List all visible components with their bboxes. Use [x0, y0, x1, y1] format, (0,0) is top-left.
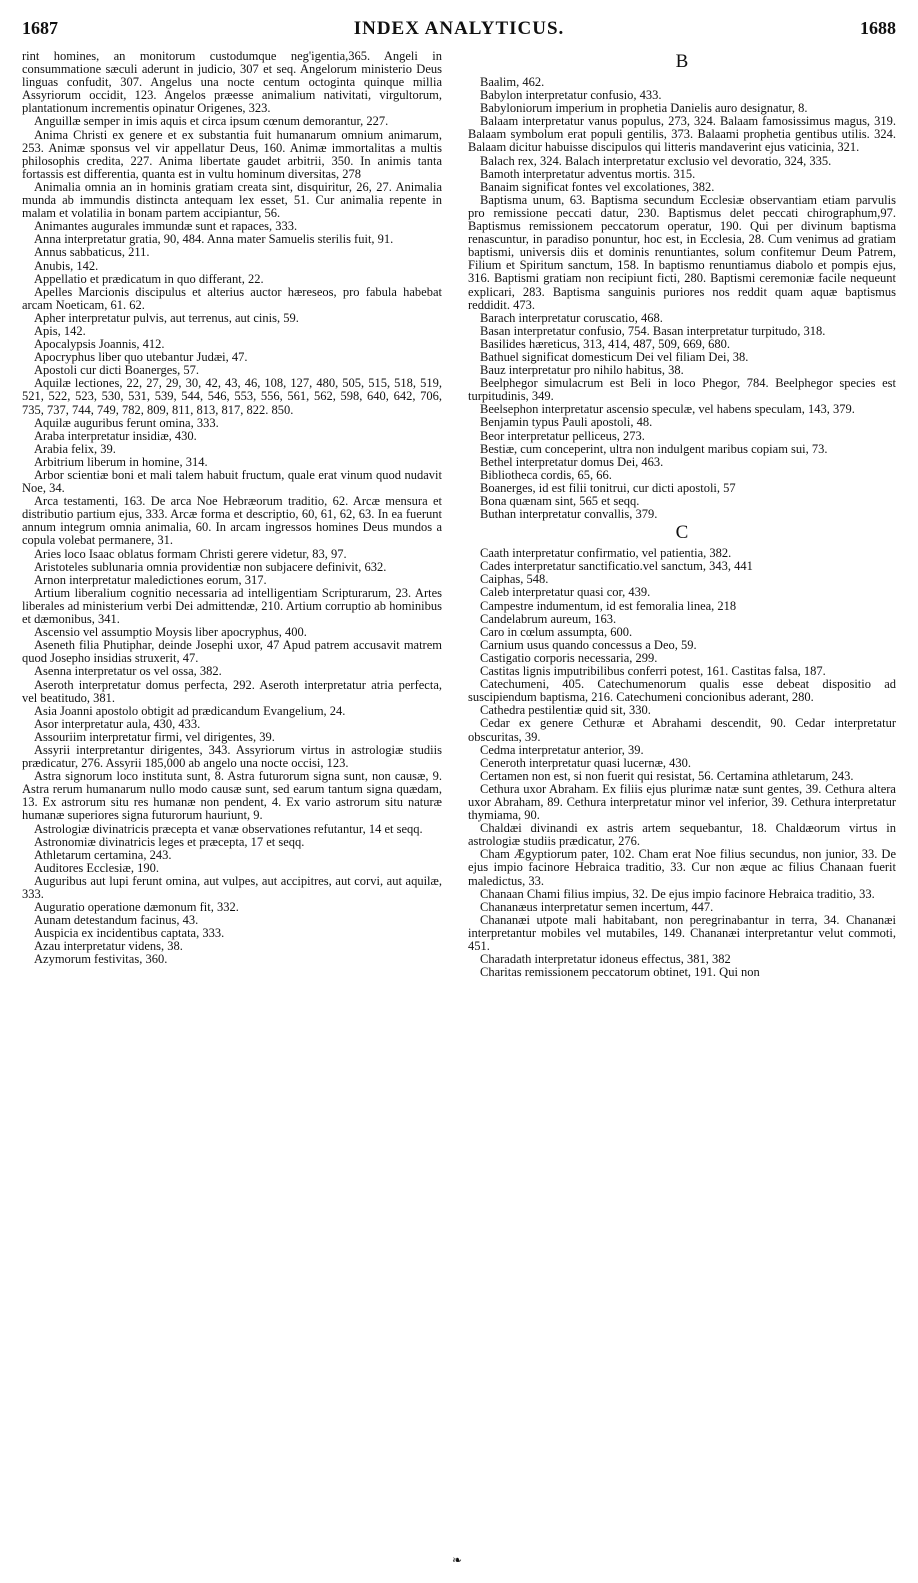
right-column	[468, 50, 896, 979]
index-entry: Catechumeni, 405. Catechumenorum qualis esse debeat dispositio ad suscipiendum baptisma, 216. Catechumeni concionibus aderant, 280.	[468, 677, 896, 705]
index-entry: Bethel interpretatur domus Dei, 463.	[480, 454, 664, 469]
index-entry: Cedar ex genere Cethuræ et Abrahami descendit, 90. Cedar interpretatur obscuritas, 39.	[468, 716, 896, 744]
index-entry: Bathuel significat domesticum Dei vel filiam Dei, 38.	[480, 349, 749, 364]
index-entry: Balaam interpretatur vanus populus, 273, 324. Balaam famosissimus magus, 319. Balaam symbolum erat populi gentilis, 373. Balaami prophetia gentibus utilis. 324. Balaam dicitur habuisse discipulos qui litteris mandaverint ejus vaticinia, 321.	[468, 114, 896, 155]
index-entry: Beelsephon interpretatur ascensio speculæ, vel habens speculam, 143, 379.	[480, 402, 855, 417]
index-entry: Bona quænam sint, 565 et seqq.	[480, 494, 640, 508]
index-entry: Chananæus interpretatur semen incertum, 447.	[480, 899, 714, 914]
index-entry: Araba interpretatur insidiæ, 430.	[34, 428, 197, 443]
index-entry: Apocryphus liber quo utebantur Judæi, 47.	[34, 350, 248, 365]
index-entry: Castitas lignis imputribilibus conferri potest, 161. Castitas falsa, 187.	[480, 664, 826, 679]
index-entry: Azymorum festivitas, 360.	[34, 952, 168, 967]
index-entry: Azau interpretatur videns, 38.	[34, 939, 183, 954]
index-entry: Athletarum certamina, 243.	[34, 847, 172, 862]
index-entry: Basan interpretatur confusio, 754. Basan interpretatur turpitudo, 318.	[480, 323, 826, 338]
index-entry: Benjamin typus Pauli apostoli, 48.	[480, 415, 653, 430]
index-entry: Boanerges, id est filii tonitrui, cur dicti apostoli, 57	[480, 480, 736, 495]
section-letter: B	[675, 51, 689, 72]
index-entry: Aseneth filia Phutiphar, deinde Josephi uxor, 47 Apud patrem accusavit matrem quod Josepho insidias struxerit, 47.	[22, 638, 442, 666]
index-entry: Basilides hæreticus, 313, 414, 487, 509, 669, 680.	[480, 336, 730, 351]
index-entry: Aquilæ auguribus ferunt omina, 333.	[34, 415, 219, 430]
index-entry: Buthan interpretatur convallis, 379.	[480, 507, 658, 522]
index-entry: Babylon interpretatur confusio, 433.	[480, 88, 662, 103]
index-entry: Candelabrum aureum, 163.	[480, 611, 617, 626]
index-entry: Asenna interpretatur os vel ossa, 382.	[34, 664, 222, 679]
index-entry: Castigatio corporis necessaria, 299.	[480, 650, 658, 665]
index-entry: Arca testamenti, 163. De arca Noe Hebræorum traditio, 62. Arcæ mensura et distributio partium ejus, 333. Arcæ forma et descriptio, 60, 61, 62, 63. In ea fuerunt annum integrum omnia animalia, 60. In arcam ingressos homines Deus mundos a copula volebat permanere, 31.	[22, 494, 442, 548]
index-entry: Cades interpretatur sanctificatio.vel sanctum, 343, 441	[480, 559, 753, 574]
index-entry: Artium liberalium cognitio necessaria ad intelligentiam Scripturarum, 23. Artes liberales ad ministerium verbi Dei admittendæ, 210. Artium corruptio ab hominibus et dæmonibus, 341.	[22, 585, 442, 627]
index-entry: Assouriim interpretatur firmi, vel dirigentes, 39.	[34, 729, 275, 744]
index-entry: Banaim significat fontes vel excolationes, 382.	[480, 179, 715, 194]
index-entry: Auditores Ecclesiæ, 190.	[34, 860, 159, 875]
footer-ornament: ❧	[452, 1553, 463, 1567]
index-entry: Apocalypsis Joannis, 412.	[34, 337, 165, 352]
index-entry: Aquilæ lectiones, 22, 27, 29, 30, 42, 43, 46, 108, 127, 480, 505, 515, 518, 519, 521, 522, 523, 530, 531, 539, 544, 546, 553, 556, 561, 562, 598, 640, 642, 706, 735, 737, 744, 749, 782, 809, 811, 813, 817, 822. 850.	[22, 376, 442, 417]
index-entry: Apostoli cur dicti Boanerges, 57.	[34, 363, 200, 378]
page-number-left: 1687	[22, 18, 58, 38]
index-entry: Cethura uxor Abraham. Ex filiis ejus plurimæ natæ sunt gentes, 39. Cethura altera uxor Abraham, 89. Cethura interpretatur minor vel inferior, 39. Cethura interpretatur thymiama, 90.	[468, 781, 896, 823]
index-entry: Anna interpretatur gratia, 90, 484. Anna mater Samuelis sterilis fuit, 91.	[34, 232, 394, 247]
index-entry: Anguillæ semper in imis aquis et circa ipsum cœnum demorantur, 227.	[34, 114, 389, 129]
index-entry: Caiphas, 548.	[480, 572, 549, 587]
index-entry: Barach interpretatur coruscatio, 468.	[480, 310, 663, 325]
section-letter: C	[675, 522, 689, 544]
index-entry: Carnium usus quando concessus a Deo, 59.	[480, 637, 697, 652]
index-entry: Astronomiæ divinatricis leges et præcepta, 17 et seqq.	[34, 834, 305, 849]
index-entry: Chananæi utpote mali habitabant, non peregrinabantur in terra, 34. Chananæi interpretantur mobiles vel mutabiles, 149. Chananæi interpretantur velut commoti, 451.	[468, 912, 896, 953]
index-entry: Aseroth interpretatur domus perfecta, 292. Aseroth interpretatur atria perfecta, vel beatitudo, 381.	[22, 677, 442, 705]
index-entry: Ceneroth interpretatur quasi lucernæ, 430.	[480, 755, 692, 770]
index-entry: Bestiæ, cum conceperint, ultra non indulgent maribus copiam sui, 73.	[480, 441, 828, 456]
index-entry: Assyrii interpretantur dirigentes, 343. Assyriorum virtus in astrologiæ studiis prædicatur, 276. Assyrii 185,000 ab angelo una nocte occisi, 123.	[22, 742, 442, 771]
index-entry: Cham Ægyptiorum pater, 102. Cham erat Noe filius secundus, non junior, 33. De ejus impio facinore Hebraica traditio, 33. Cur non æque ac filius Chanaan fuerit maledictus, 33.	[468, 847, 896, 888]
index-entry: Caath interpretatur confirmatio, vel patientia, 382.	[480, 546, 732, 561]
index-entry: Bamoth interpretatur adventus mortis. 315.	[480, 166, 696, 181]
index-entry: Astra signorum loco instituta sunt, 8. Astra futurorum signa sunt, non causæ, 9. Astra rerum humanarum nullo modo causæ sunt, sed earum tantum signa quædam, 13. Ex astrorum situ res humanæ non pendent, 4. Ex vario astrorum situ naturæ humanæ superiores signa futurorum hauriunt, 9.	[22, 769, 442, 823]
index-entry: Caleb interpretatur quasi cor, 439.	[480, 585, 651, 600]
index-entry: Anima Christi ex genere et ex substantia fuit humanarum omnium animarum, 253. Animæ sponsus vel vir appellatur Deus, 160. Animæ immortalitas a multis philosophis credita, 227. Anima libertate gaudet arbitrii, 350. In animis tanta fortassis est differentia, quanta est in vultu hominum diversitas, 278	[22, 127, 442, 181]
index-entry: Bibliotheca cordis, 65, 66.	[480, 467, 612, 482]
index-entry: Campestre indumentum, id est femoralia linea, 218	[480, 598, 737, 613]
index-entry: Cedma interpretatur anterior, 39.	[480, 742, 644, 757]
page-header	[22, 18, 896, 44]
index-entry: rint homines, an monitorum custodumque neg'igentia,365. Angeli in consummatione sæculi aderunt in judicio, 307 et seq. Angelorum ministerio Deus linguas confudit, 307. Angelus una nocte centum octoginta quinque millia Assyriorum occidit, 123. Angelos præesse animalium nativitati, virgultorum, plantationum incrementis opinatur Origenes, 323.	[22, 49, 442, 116]
index-entry: Caro in cœlum assumpta, 600.	[480, 624, 633, 639]
index-entry: Arbitrium liberum in homine, 314.	[34, 454, 208, 469]
index-entry: Cathedra pestilentiæ quid sit, 330.	[480, 703, 651, 718]
index-entry: Auspicia ex incidentibus captata, 333.	[34, 926, 225, 941]
index-entry: Ascensio vel assumptio Moysis liber apocryphus, 400.	[34, 625, 307, 640]
index-entry: Babyloniorum imperium in prophetia Danielis auro designatur, 8.	[480, 101, 808, 116]
left-column	[22, 50, 442, 967]
index-entry: Balach rex, 324. Balach interpretatur exclusio vel devoratio, 324, 335.	[480, 153, 832, 168]
running-title: INDEX ANALYTICUS.	[353, 18, 565, 39]
index-entry: Animantes augurales immundæ sunt et rapaces, 333.	[34, 219, 298, 234]
index-entry: Baptisma unum, 63. Baptisma secundum Ecclesiæ observantiam etiam parvulis pro remissione peccati datur, 230. Baptismus delet peccati chirographum,97. Baptismus remissionem peccatorum operatur, 190. Qui per divinum baptisma renascuntur, in paradiso ponuntur, hoc est, in Ecclesia, 28. Cum venimus ad gratiam baptismi, universis diis et dominis renuntiantes, solum confitemur Deum Patrem, Filium et Spiritum sanctum, 158. In baptismo renuntiamus diabolo et pompis ejus, 316. Baptismi gratiam non recipiunt ficti, 280. Baptismi ceremoniæ facile nequeunt explicari, 283. Baptisma sanguinis puriores nos reddit quam aquæ baptismus reddidit. 473.	[468, 192, 896, 312]
index-entry: Certamen non est, si non fuerit qui resistat, 56. Certamina athletarum, 243.	[480, 768, 854, 783]
index-entry: Auguribus aut lupi ferunt omina, aut vulpes, aut accipitres, aut corvi, aut aquilæ, 333.	[22, 873, 442, 901]
index-entry: Animalia omnia an in hominis gratiam creata sint, disquiritur, 26, 27. Animalia munda ab immundis distincta antequam lex esset, 51. Cur animalia repente in malam et volatilia in bonam partem accipiantur, 56.	[22, 179, 442, 221]
index-entry: Baalim, 462.	[480, 75, 545, 89]
index-entry: Aristoteles sublunaria omnia providentiæ non subjacere definivit, 632.	[34, 559, 387, 574]
index-entry: Arbor scientiæ boni et mali talem habuit fructum, quale erat vinum quod nudavit Noe, 34.	[22, 468, 442, 496]
index-entry: Auguratio operatione dæmonum fit, 332.	[34, 900, 239, 915]
index-entry: Arnon interpretatur maledictiones eorum, 317.	[34, 572, 267, 587]
index-entry: Beelphegor simulacrum est Beli in loco Phegor, 784. Beelphegor species est turpitudinis, 349.	[468, 376, 896, 404]
index-entry: Apher interpretatur pulvis, aut terrenus, aut cinis, 59.	[34, 310, 299, 325]
index-entry: Asor interpretatur aula, 430, 433.	[34, 716, 201, 731]
index-entry: Charitas remissionem peccatorum obtinet, 191. Qui non	[480, 965, 760, 980]
index-entry: Apelles Marcionis discipulus et alterius auctor hæreseos, pro fabula habebat arcam Noeticam, 61. 62.	[22, 284, 442, 312]
page-number-right: 1688	[860, 18, 896, 38]
index-entry: Annus sabbaticus, 211.	[34, 245, 150, 260]
index-entry: Chaldæi divinandi ex astris artem sequebantur, 18. Chaldæorum virtus in astrologiæ studiis prædicatur, 276.	[468, 821, 896, 849]
index-entry: Asia Joanni apostolo obtigit ad prædicandum Evangelium, 24.	[34, 703, 346, 718]
index-entry: Astrologiæ divinatricis præcepta et vanæ observationes refutantur, 14 et seqq.	[34, 821, 423, 836]
index-entry: Anubis, 142.	[34, 258, 99, 273]
index-entry: Beor interpretatur pelliceus, 273.	[480, 428, 645, 443]
index-entry: Charadath interpretatur idoneus effectus, 381, 382	[480, 952, 731, 967]
index-entry: Apis, 142.	[34, 323, 86, 338]
index-entry: Chanaan Chami filius impius, 32. De ejus impio facinore Hebraica traditio, 33.	[480, 886, 875, 901]
index-entry: Aries loco Isaac oblatus formam Christi gerere videtur, 83, 97.	[34, 546, 347, 561]
index-entry: Arabia felix, 39.	[34, 441, 116, 456]
index-entry: Aunam detestandum facinus, 43.	[34, 913, 199, 928]
index-entry: Appellatio et prædicatum in quo differant, 22.	[34, 271, 264, 286]
index-entry: Bauz interpretatur pro nihilo habitus, 38.	[480, 363, 684, 378]
